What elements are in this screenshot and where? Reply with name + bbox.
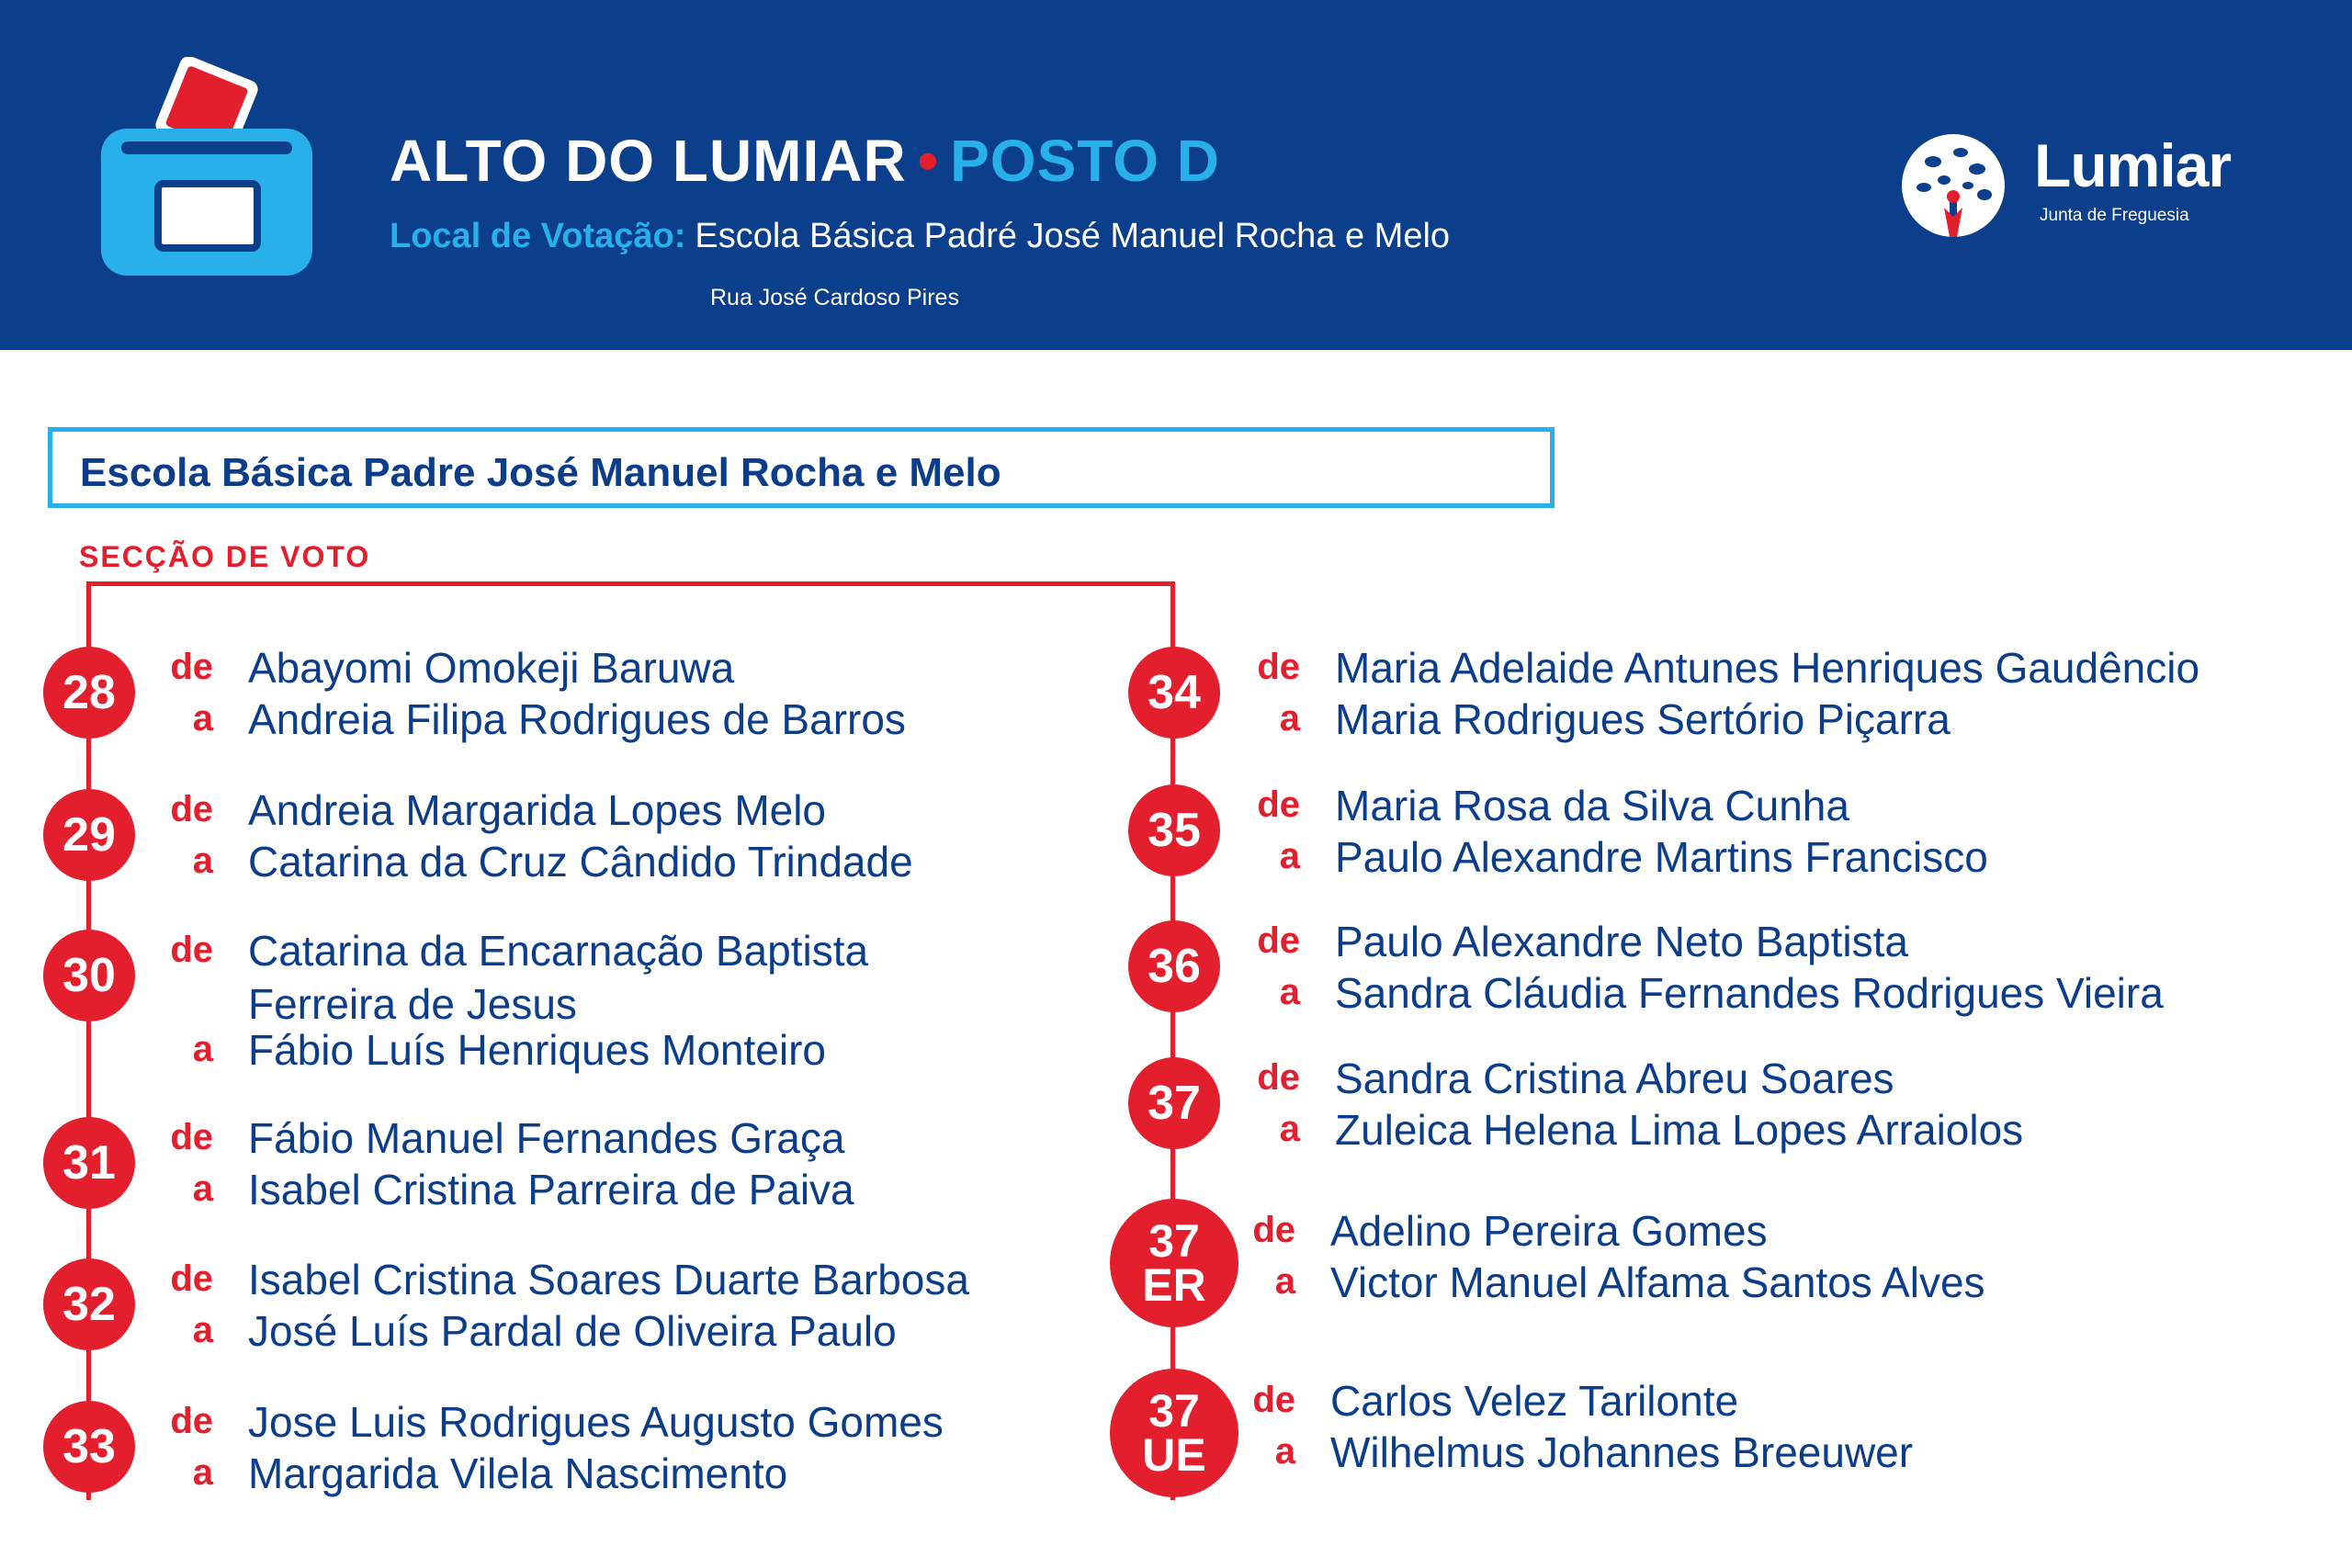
section-suffix: UE [1142, 1429, 1206, 1481]
title-main: ALTO DO LUMIAR [390, 128, 907, 194]
school-name-box [48, 427, 1555, 508]
voter-name: Fábio Manuel Fernandes Graça [248, 1114, 845, 1162]
voter-name: Paulo Alexandre Martins Francisco [1335, 833, 1988, 881]
section-number: 33 [62, 1420, 116, 1473]
logo-subtitle: Junta de Freguesia [2040, 206, 2189, 225]
voter-name: Fábio Luís Henriques Monteiro [248, 1026, 826, 1074]
section-number: 35 [1148, 804, 1201, 857]
section-suffix: ER [1142, 1259, 1206, 1311]
range-keyword: de [170, 1117, 213, 1157]
section-number: 30 [62, 949, 116, 1002]
voter-name: Catarina da Encarnação Baptista [248, 927, 869, 975]
range-keyword: de [170, 789, 213, 829]
section-number-badge [1110, 1369, 1238, 1497]
range-keyword: a [192, 840, 213, 881]
title-separator: • [917, 128, 940, 194]
voter-name: Catarina da Cruz Cândido Trindade [248, 838, 913, 886]
section-number: 36 [1148, 940, 1201, 993]
section-number-badge [43, 1401, 135, 1493]
voter-name: Abayomi Omokeji Baruwa [248, 644, 735, 692]
voting-location [390, 217, 1450, 256]
section-label: SECÇÃO DE VOTO [79, 540, 371, 573]
voter-name: Maria Adelaide Antunes Henriques Gaudêncio [1335, 644, 2200, 692]
section-number-badge [1128, 1057, 1220, 1149]
range-keyword: a [1274, 1431, 1295, 1472]
range-keyword: a [192, 1452, 213, 1493]
range-keyword: a [1279, 972, 1300, 1012]
tree-icon [1896, 129, 2011, 243]
voter-name: Jose Luis Rodrigues Augusto Gomes [248, 1398, 944, 1446]
section-number-badge [1110, 1199, 1238, 1327]
voter-name: Zuleica Helena Lima Lopes Arraiolos [1335, 1106, 2024, 1154]
section-number-badge [43, 1117, 135, 1209]
section-number: 34 [1148, 666, 1201, 719]
voting-location-value: Escola Básica Padré José Manuel Rocha e Melo [695, 217, 1451, 255]
range-keyword: a [192, 1168, 213, 1209]
range-keyword: a [1274, 1261, 1295, 1302]
range-keyword: a [192, 1310, 213, 1350]
section-number: 37 [1148, 1077, 1201, 1130]
section-number: 28 [62, 666, 116, 719]
range-keyword: de [1257, 1057, 1300, 1098]
header-banner [0, 0, 2352, 350]
range-keyword: de [170, 1401, 213, 1441]
voter-name: Maria Rosa da Silva Cunha [1335, 782, 1849, 829]
section-number-badge [1128, 647, 1220, 739]
voter-name: Adelino Pereira Gomes [1330, 1207, 1768, 1255]
range-keyword: de [1257, 920, 1300, 961]
range-keyword: de [1257, 784, 1300, 825]
range-keyword: de [170, 647, 213, 687]
logo-name: Lumiar [2034, 131, 2232, 199]
section-number-badge [1128, 920, 1220, 1012]
range-keyword: de [1252, 1210, 1295, 1250]
voting-location-label: Local de Votação: [390, 217, 686, 255]
range-keyword: a [192, 1029, 213, 1069]
section-number: 31 [62, 1136, 116, 1190]
voter-name: Carlos Velez Tarilonte [1330, 1377, 1739, 1425]
range-keyword: a [1279, 1109, 1300, 1149]
voter-name: José Luís Pardal de Oliveira Paulo [248, 1307, 897, 1355]
range-keyword: a [1279, 836, 1300, 876]
voter-name: Paulo Alexandre Neto Baptista [1335, 918, 1908, 965]
voter-name: Wilhelmus Johannes Breeuwer [1330, 1428, 1914, 1476]
voter-name: Isabel Cristina Soares Duarte Barbosa [248, 1256, 969, 1303]
title-posto: POSTO D [950, 128, 1220, 194]
section-number-badge [43, 789, 135, 881]
range-keyword: a [1279, 698, 1300, 739]
range-keyword: a [192, 698, 213, 739]
range-keyword: de [1257, 647, 1300, 687]
section-number-badge [43, 930, 135, 1021]
section-number: 37 [1148, 1215, 1200, 1267]
range-keyword: de [170, 1258, 213, 1299]
school-name: Escola Básica Padre José Manuel Rocha e Melo [80, 450, 1001, 495]
section-number: 37 [1148, 1385, 1200, 1437]
range-keyword: de [1252, 1380, 1295, 1420]
section-number-badge [1128, 784, 1220, 876]
page-title [390, 127, 1220, 195]
range-keyword: de [170, 930, 213, 970]
lumiar-logo [1896, 129, 2264, 248]
voter-name: Andreia Margarida Lopes Melo [248, 786, 827, 834]
section-number: 32 [62, 1278, 116, 1331]
voter-name: Margarida Vilela Nascimento [248, 1450, 788, 1497]
section-number-badge [43, 647, 135, 739]
section-number: 29 [62, 808, 116, 862]
address: Rua José Cardoso Pires [710, 285, 959, 310]
voter-name: Maria Rodrigues Sertório Piçarra [1335, 695, 1951, 743]
voter-name: Sandra Cláudia Fernandes Rodrigues Vieira [1335, 969, 2164, 1017]
voter-name: Isabel Cristina Parreira de Paiva [248, 1166, 854, 1213]
voter-name: Andreia Filipa Rodrigues de Barros [248, 695, 906, 743]
voter-name: Ferreira de Jesus [248, 980, 577, 1028]
voter-name: Victor Manuel Alfama Santos Alves [1330, 1258, 1985, 1306]
ballot-box-icon [92, 57, 322, 287]
section-number-badge [43, 1258, 135, 1350]
voter-name: Sandra Cristina Abreu Soares [1335, 1055, 1894, 1102]
